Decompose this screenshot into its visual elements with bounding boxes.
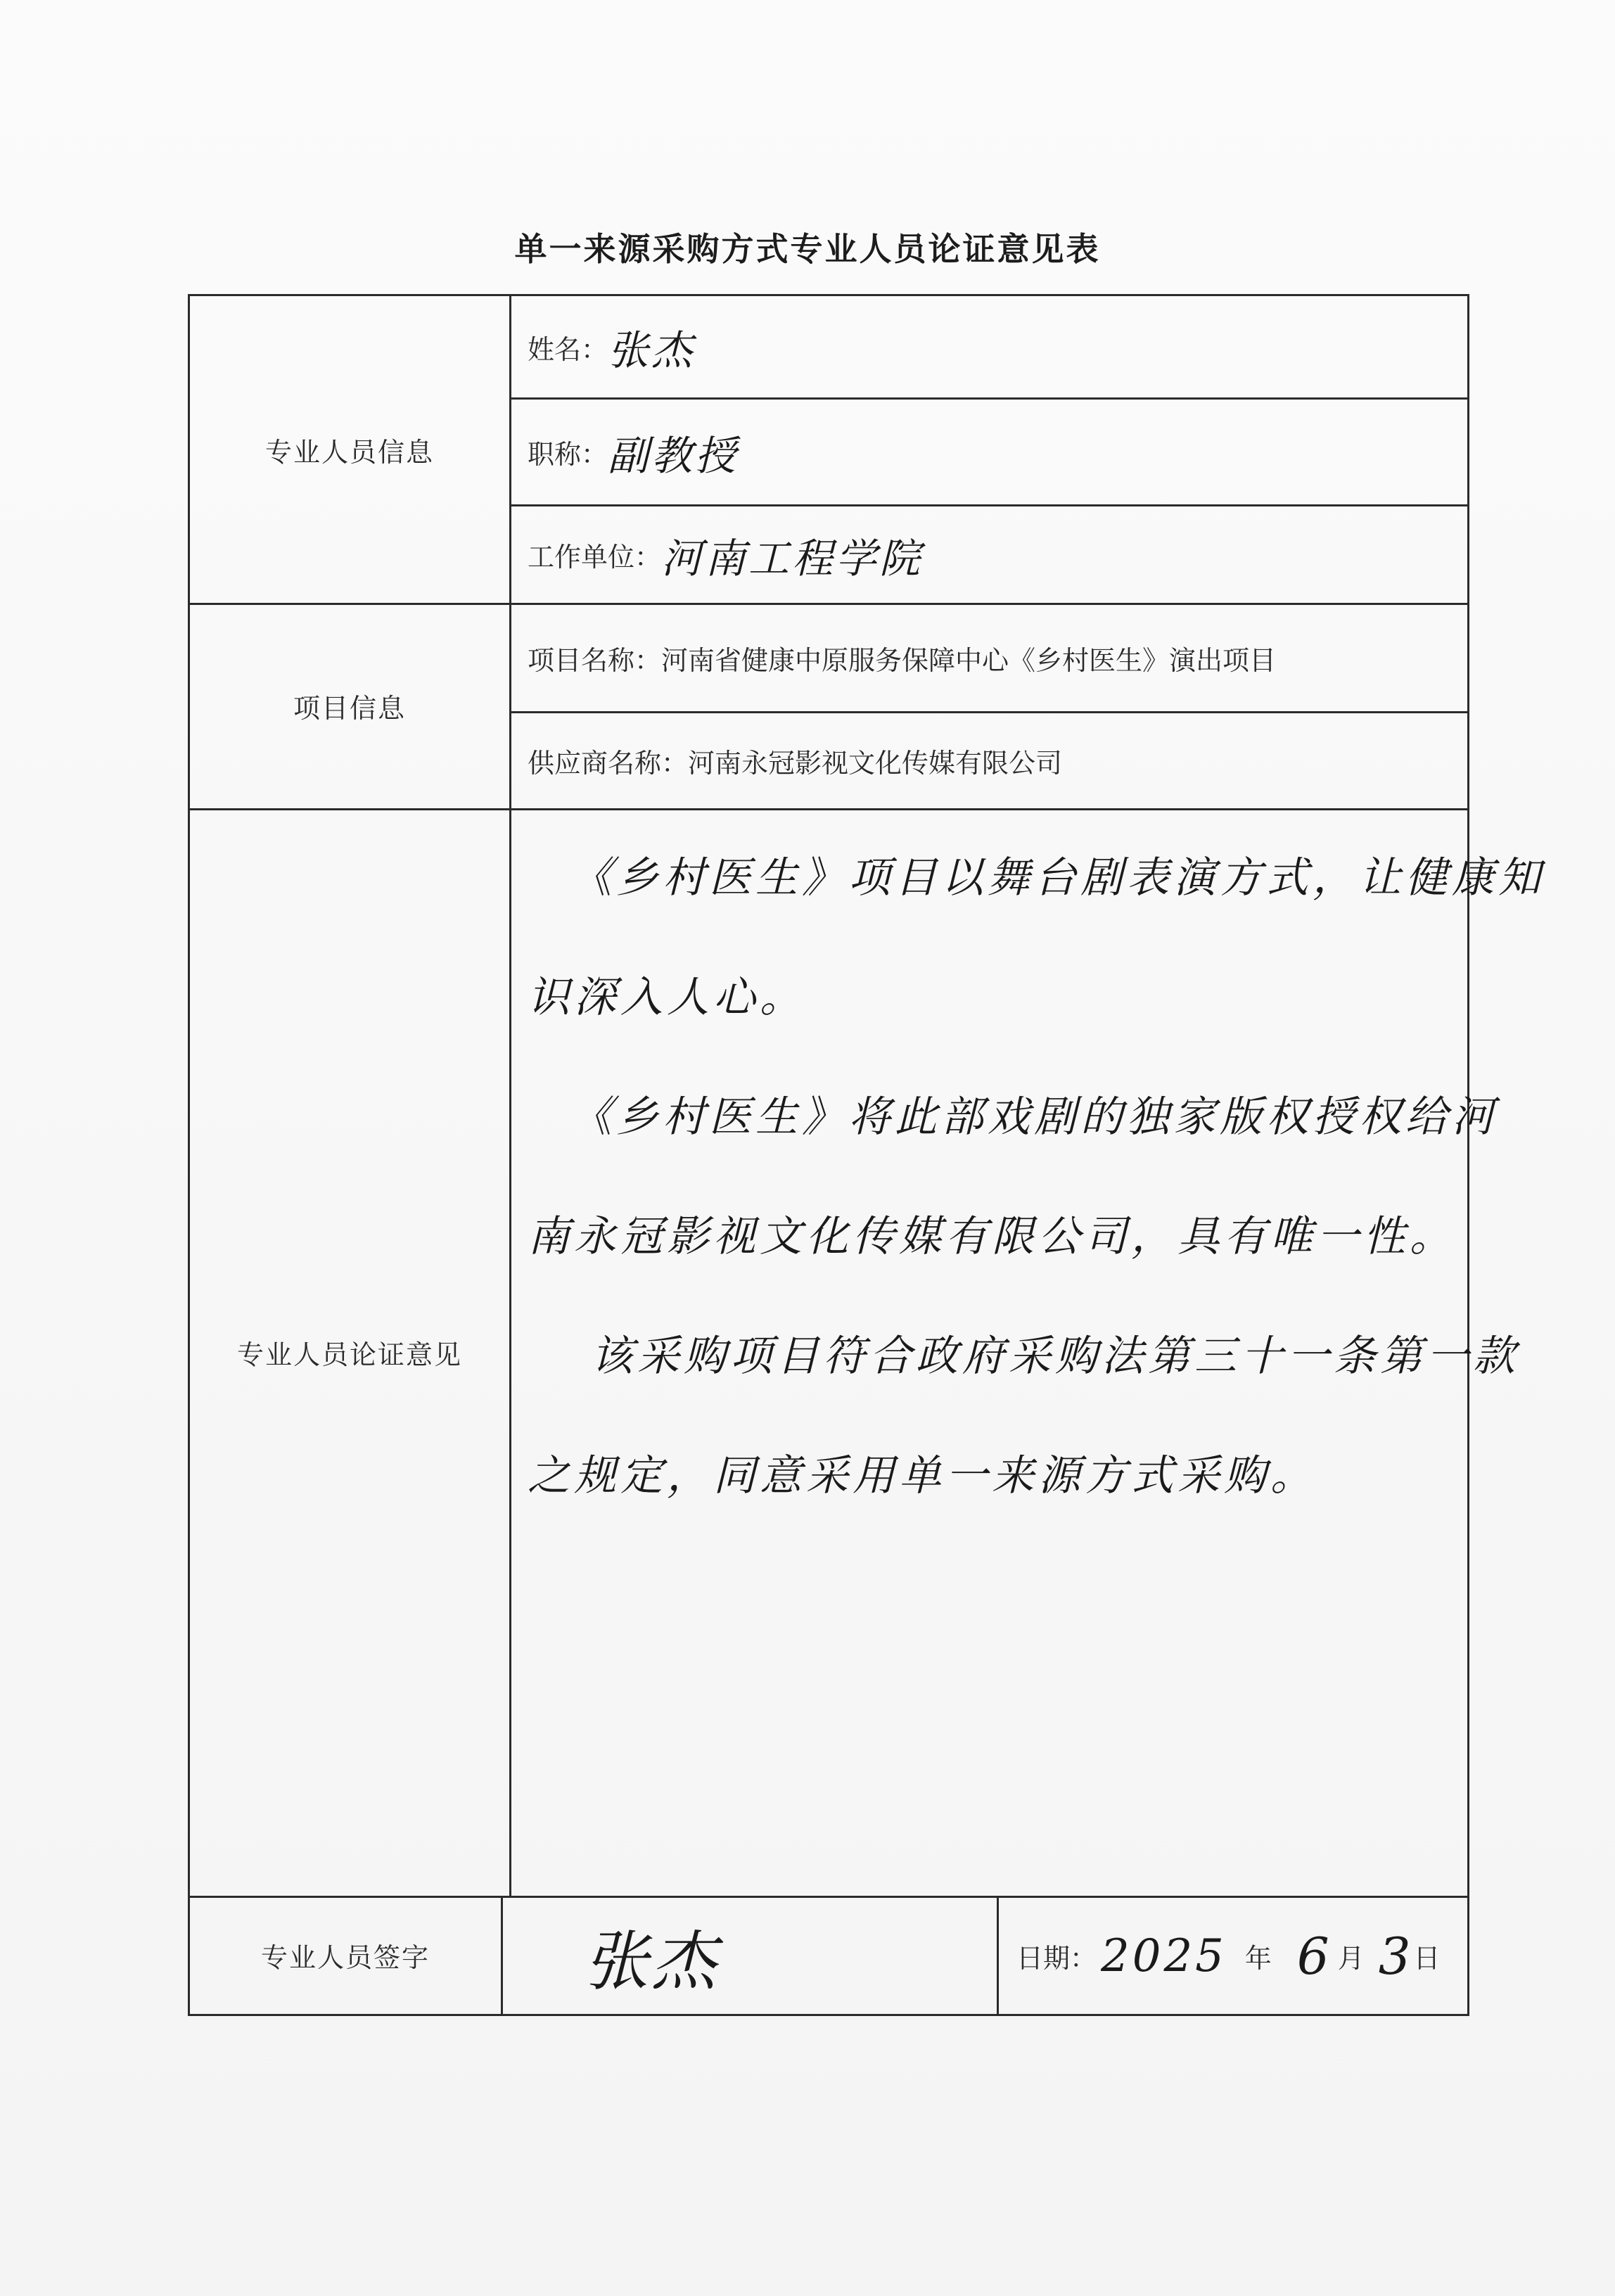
opinion-line: 识深入人心。 (528, 973, 806, 1022)
supplier-value: 河南永冠影视文化传媒有限公司 (688, 748, 1063, 779)
signature-label: 专业人员签字 (260, 1941, 430, 1973)
supplier-label: 供应商名称： (528, 748, 689, 779)
date-year-label: 年 (1244, 1943, 1272, 1974)
supplier-field (528, 713, 1062, 808)
date-year-value: 2025 (1101, 1930, 1227, 1982)
column-divider (997, 1896, 999, 2014)
opinion-line: 该采购项目符合政府采购法第三十一条第一款 (591, 1332, 1519, 1381)
opinion-line: 《乡村医生》将此部戏剧的独家版权授权给河 (570, 1092, 1498, 1142)
expert-info-label: 专业人员信息 (264, 436, 434, 468)
project-name-value: 河南省健康中原服务保障中心《乡村医生》演出项目 (661, 645, 1277, 676)
column-divider (509, 296, 511, 1896)
employer-label: 工作单位： (528, 542, 662, 573)
employer-field (528, 506, 923, 603)
signature-value: 张杰 (584, 1923, 720, 1999)
opinion-line: 南永冠影视文化传媒有限公司，具有唯一性。 (528, 1212, 1456, 1261)
job-title-label: 职称： (528, 439, 608, 470)
form-title: 单一来源采购方式专业人员论证意见表 (514, 230, 1101, 268)
signature-field (584, 1898, 719, 2014)
date-day-value: 3 (1378, 1926, 1414, 1986)
date-day-label: 日 (1413, 1943, 1441, 1974)
form-table (188, 294, 1469, 2016)
job-title-field (528, 400, 739, 504)
name-value: 张杰 (608, 326, 696, 374)
column-divider (501, 1896, 503, 2014)
project-name-label: 项目名称： (528, 645, 662, 676)
date-field (1016, 1898, 1441, 2014)
project-info-label: 项目信息 (293, 692, 406, 724)
opinion-label: 专业人员论证意见 (236, 1339, 462, 1370)
project-name-field (528, 605, 1276, 711)
name-field (528, 296, 695, 397)
date-label: 日期： (1016, 1943, 1097, 1974)
opinion-line: 之规定，同意采用单一来源方式采购。 (528, 1451, 1317, 1500)
date-month-value: 6 (1296, 1926, 1332, 1986)
employer-value: 河南工程学院 (661, 534, 924, 582)
job-title-value: 副教授 (608, 431, 739, 480)
date-month-label: 月 (1337, 1943, 1365, 1974)
name-label: 姓名： (528, 333, 608, 365)
opinion-line: 《乡村医生》项目以舞台剧表演方式，让健康知 (570, 853, 1545, 903)
